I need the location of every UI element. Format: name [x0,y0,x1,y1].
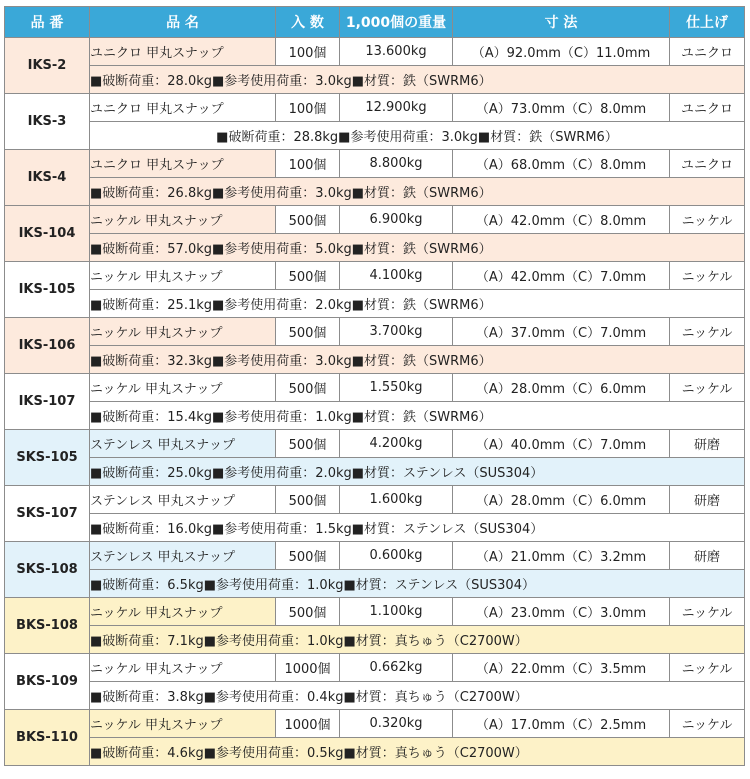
product-quantity: 100個 [276,150,340,178]
product-weight: 1.100kg [340,598,453,626]
product-specs: ■破断荷重：28.0kg■参考使用荷重：3.0kg■材質：鉄（SWRM6） [90,66,745,94]
product-detail-row [5,626,745,654]
header-finish: 仕上げ [670,7,745,38]
product-code: IKS-105 [5,262,90,318]
product-finish: 研磨 [670,430,745,458]
product-code: IKS-106 [5,318,90,374]
product-specs: ■破断荷重：6.5kg■参考使用荷重：1.0kg■材質：ステンレス（SUS304） [90,570,745,598]
product-detail-row [5,514,745,542]
product-weight: 1.600kg [340,486,453,514]
product-finish: ニッケル [670,710,745,738]
product-dimensions: （A）28.0mm（C）6.0mm [453,374,670,402]
product-weight: 0.320kg [340,710,453,738]
product-weight: 0.662kg [340,654,453,682]
header-row [5,7,745,38]
product-code: IKS-2 [5,38,90,94]
product-specs: ■破断荷重：57.0kg■参考使用荷重：5.0kg■材質：鉄（SWRM6） [90,234,745,262]
product-row [5,262,745,290]
product-name: ステンレス 甲丸スナップ [90,542,276,570]
product-dimensions: （A）92.0mm（C）11.0mm [453,38,670,66]
product-code: SKS-105 [5,430,90,486]
product-name: ニッケル 甲丸スナップ [90,262,276,290]
product-finish: ユニクロ [670,94,745,122]
product-dimensions: （A）22.0mm（C）3.5mm [453,654,670,682]
product-quantity: 100個 [276,94,340,122]
product-quantity: 500個 [276,374,340,402]
product-finish: ニッケル [670,374,745,402]
product-quantity: 100個 [276,38,340,66]
product-weight: 8.800kg [340,150,453,178]
product-specs: ■破断荷重：7.1kg■参考使用荷重：1.0kg■材質：真ちゅう（C2700W） [90,626,745,654]
product-name: ユニクロ 甲丸スナップ [90,150,276,178]
header-qty: 入 数 [276,7,340,38]
product-dimensions: （A）68.0mm（C）8.0mm [453,150,670,178]
product-quantity: 1000個 [276,710,340,738]
product-quantity: 500個 [276,318,340,346]
product-weight: 3.700kg [340,318,453,346]
product-name: ニッケル 甲丸スナップ [90,374,276,402]
product-detail-row [5,178,745,206]
product-name: ニッケル 甲丸スナップ [90,710,276,738]
product-quantity: 500個 [276,206,340,234]
product-quantity: 1000個 [276,654,340,682]
product-dimensions: （A）42.0mm（C）8.0mm [453,206,670,234]
product-detail-row [5,122,745,150]
product-code: SKS-107 [5,486,90,542]
product-specs: ■破断荷重：3.8kg■参考使用荷重：0.4kg■材質：真ちゅう（C2700W） [90,682,745,710]
product-row [5,598,745,626]
product-name: ユニクロ 甲丸スナップ [90,38,276,66]
product-dimensions: （A）21.0mm（C）3.2mm [453,542,670,570]
product-code: IKS-107 [5,374,90,430]
product-specs: ■破断荷重：25.1kg■参考使用荷重：2.0kg■材質：鉄（SWRM6） [90,290,745,318]
header-weight: 1,000個の重量 [340,7,453,38]
product-specs: ■破断荷重：28.8kg■参考使用荷重：3.0kg■材質：鉄（SWRM6） [90,122,745,150]
product-detail-row [5,402,745,430]
product-detail-row [5,458,745,486]
product-detail-row [5,738,745,766]
product-dimensions: （A）73.0mm（C）8.0mm [453,94,670,122]
product-finish: 研磨 [670,486,745,514]
product-detail-row [5,570,745,598]
product-row [5,318,745,346]
product-name: ユニクロ 甲丸スナップ [90,94,276,122]
product-detail-row [5,234,745,262]
product-weight: 4.100kg [340,262,453,290]
product-code: BKS-108 [5,598,90,654]
product-finish: ニッケル [670,598,745,626]
product-row [5,710,745,738]
product-code: BKS-110 [5,710,90,766]
product-weight: 4.200kg [340,430,453,458]
product-detail-row [5,682,745,710]
product-detail-row [5,66,745,94]
product-name: ステンレス 甲丸スナップ [90,430,276,458]
product-row [5,430,745,458]
product-dimensions: （A）23.0mm（C）3.0mm [453,598,670,626]
product-specs: ■破断荷重：4.6kg■参考使用荷重：0.5kg■材質：真ちゅう（C2700W） [90,738,745,766]
product-quantity: 500個 [276,542,340,570]
product-finish: ユニクロ [670,150,745,178]
product-code: IKS-4 [5,150,90,206]
product-code: IKS-104 [5,206,90,262]
product-weight: 6.900kg [340,206,453,234]
product-weight: 12.900kg [340,94,453,122]
product-specs: ■破断荷重：25.0kg■参考使用荷重：2.0kg■材質：ステンレス（SUS304） [90,458,745,486]
product-quantity: 500個 [276,430,340,458]
product-name: ニッケル 甲丸スナップ [90,318,276,346]
product-detail-row [5,290,745,318]
product-finish: 研磨 [670,542,745,570]
product-row [5,654,745,682]
product-dimensions: （A）37.0mm（C）7.0mm [453,318,670,346]
product-finish: ニッケル [670,262,745,290]
product-finish: ユニクロ [670,38,745,66]
product-specs: ■破断荷重：16.0kg■参考使用荷重：1.5kg■材質：ステンレス（SUS304） [90,514,745,542]
header-code: 品 番 [5,7,90,38]
product-row [5,542,745,570]
product-row [5,374,745,402]
product-specs: ■破断荷重：26.8kg■参考使用荷重：3.0kg■材質：鉄（SWRM6） [90,178,745,206]
product-dimensions: （A）17.0mm（C）2.5mm [453,710,670,738]
product-quantity: 500個 [276,262,340,290]
product-name: ニッケル 甲丸スナップ [90,654,276,682]
product-row [5,38,745,66]
product-dimensions: （A）40.0mm（C）7.0mm [453,430,670,458]
product-dimensions: （A）42.0mm（C）7.0mm [453,262,670,290]
product-finish: ニッケル [670,318,745,346]
product-weight: 13.600kg [340,38,453,66]
product-code: SKS-108 [5,542,90,598]
product-dimensions: （A）28.0mm（C）6.0mm [453,486,670,514]
product-specs: ■破断荷重：32.3kg■参考使用荷重：3.0kg■材質：鉄（SWRM6） [90,346,745,374]
header-dimensions: 寸 法 [453,7,670,38]
product-quantity: 500個 [276,486,340,514]
product-row [5,486,745,514]
product-spec-table [4,6,745,766]
product-row [5,94,745,122]
product-quantity: 500個 [276,598,340,626]
product-code: IKS-3 [5,94,90,150]
product-specs: ■破断荷重：15.4kg■参考使用荷重：1.0kg■材質：鉄（SWRM6） [90,402,745,430]
product-row [5,206,745,234]
product-row [5,150,745,178]
product-weight: 1.550kg [340,374,453,402]
product-name: ステンレス 甲丸スナップ [90,486,276,514]
header-name: 品 名 [90,7,276,38]
product-finish: ニッケル [670,654,745,682]
product-finish: ニッケル [670,206,745,234]
product-code: BKS-109 [5,654,90,710]
product-name: ニッケル 甲丸スナップ [90,206,276,234]
product-detail-row [5,346,745,374]
product-weight: 0.600kg [340,542,453,570]
product-name: ニッケル 甲丸スナップ [90,598,276,626]
